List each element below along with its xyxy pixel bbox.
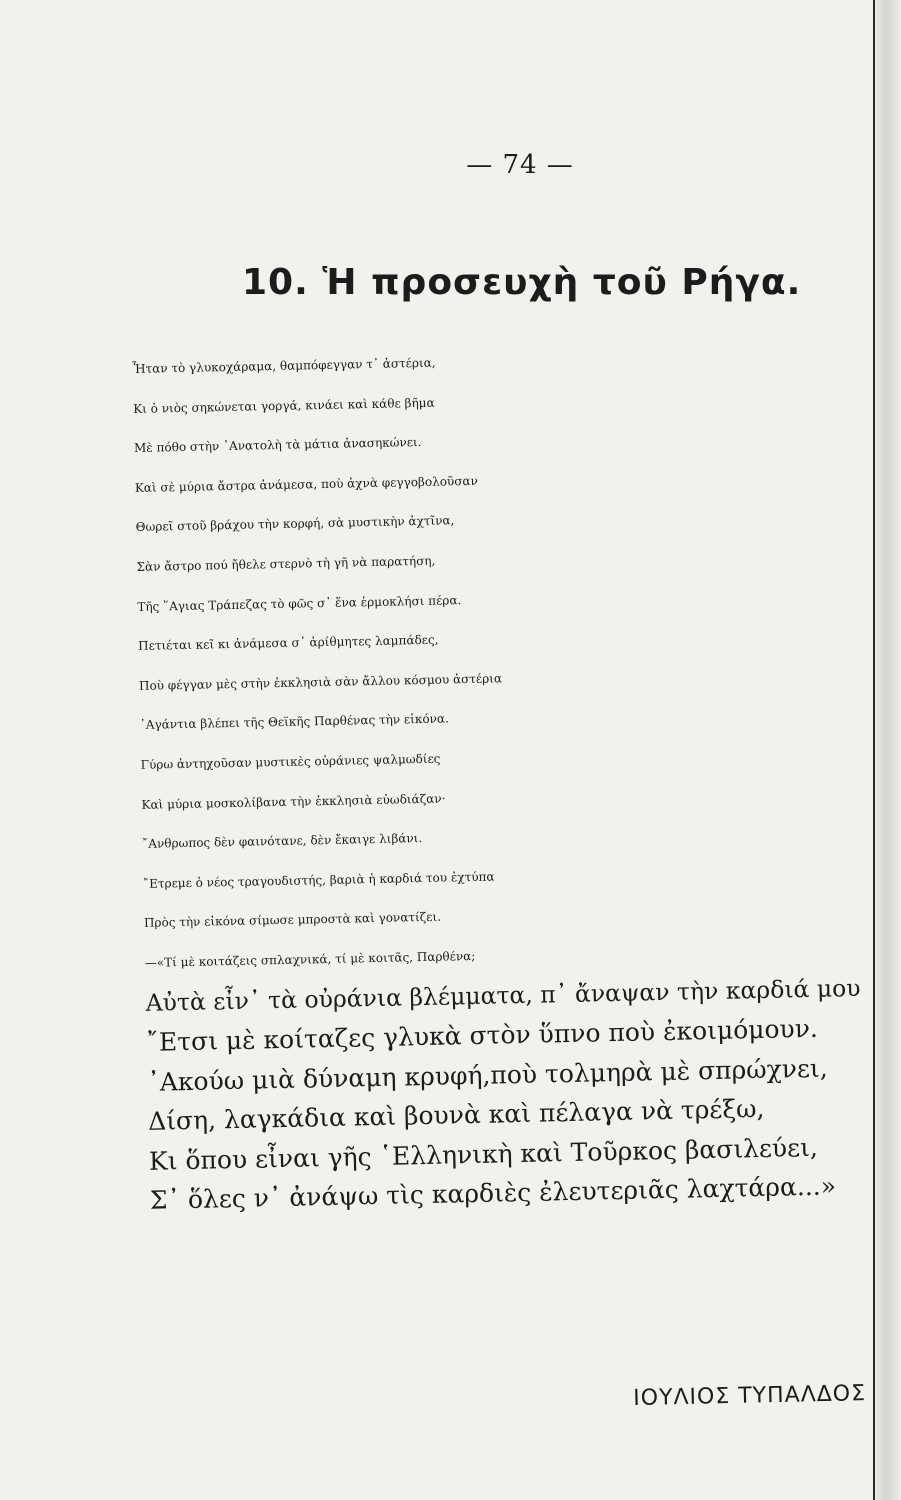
poem-line: ῎Ανθρωπος δὲν φαινότανε, δὲν ἔκαιγε λιβάνι. <box>142 831 423 852</box>
poem-line: Καὶ σὲ μύρια ἄστρα ἀνάμεσα, ποὺ ἀχνὰ φεγγοβολοῦσαν <box>134 473 478 495</box>
poem-line: Σὰν ἄστρο πού ἤθελε στερνὸ τὴ γῆ νὰ παρατήση, <box>136 553 436 574</box>
poem-line: Ποὺ φέγγαν μὲς στὴν ἐκκλησιὰ σὰν ἄλλου κόσμου ἀστέρια <box>138 671 503 693</box>
page-binding-edge <box>873 0 901 1500</box>
poem-line: ᾽Ακούω μιὰ δύναμη κρυφή,ποὺ τολμηρὰ μὲ σπρώχνει, <box>147 1053 828 1097</box>
poem-line: Πετιέται κεῖ κι ἀνάμεσα σ᾽ ἀρίθμητες λαμπάδες, <box>138 632 439 654</box>
poem-line: ῎Ετσι μὲ κοίταζες γλυκὰ στὸν ὕπνο ποὺ ἐκοιμόμουν. <box>146 1013 819 1057</box>
poem-line: Θωρεῖ στοῦ βράχου τὴν κορφή, σὰ μυστικὴν ἀχτῖνα, <box>135 513 455 535</box>
poem-line: Κι ὅπου εἶναι γῆς ῾Ελληνικὴ καὶ Τοῦρκος βασιλεύει, <box>148 1132 819 1176</box>
poem-line: Καὶ μύρια μοσκολίβανα τὴν ἐκκλησιὰ εὐωδιάζαν· <box>141 791 446 812</box>
poem-body <box>132 335 865 1221</box>
poem-author: ΙΟΥΛΙΟΣ ΤΥΠΑΛΔΟΣ <box>633 1381 867 1411</box>
poem-title: 10. Ἡ προσευχὴ τοῦ Ρήγα. <box>242 262 802 303</box>
poem-line: —«Τί μὲ κοιτάζεις σπλαχνικά, τί μὲ κοιτᾶς, Παρθένα; <box>144 948 476 970</box>
poem-line: Ἦταν τὸ γλυκοχάραμα, θαμπόφεγγαν τ᾽ ἀστέρια, <box>132 355 436 376</box>
poem-line: Τῆς ῞Αγιας Τράπεζας τὸ φῶς σ᾽ ἕνα ἑρμοκλήσι πέρα. <box>137 592 462 614</box>
poem-line: Αὐτὰ εἶν᾽ τὰ οὐράνια βλέμματα, π᾽ ἄναψαν τὴν καρδιά μου <box>145 973 861 1017</box>
poem-line: Σ᾽ ὅλες ν᾽ ἀνάψω τὶς καρδιὲς ἐλευτεριᾶς λαχτάρα...» <box>149 1171 837 1216</box>
poem-line: Δίση, λαγκάδια καὶ βουνὰ καὶ πέλαγα νὰ τρέξω, <box>147 1094 765 1137</box>
poem-line: Γύρω ἀντηχοῦσαν μυστικὲς οὐράνιες ψαλμωδίες <box>140 751 441 772</box>
poem-line: Πρὸς τὴν εἰκόνα σίμωσε μπροστὰ καὶ γονατίζει. <box>143 909 442 931</box>
poem-line: ῎Ετρεμε ὁ νέος τραγουδιστής, βαριὰ ἡ καρδιά του ἐχτύπα <box>143 869 495 891</box>
poem-line: Μὲ πόθο στὴν ᾽Ανατολὴ τὰ μάτια ἀνασηκώνει. <box>133 435 422 456</box>
poem-line: Κι ὁ νιὸς σηκώνεται γοργά, κινάει καὶ κάθε βῆμα <box>133 395 435 416</box>
poem-line: ᾽Αγάντια βλέπει τῆς Θεϊκῆς Παρθένας τὴν εἰκόνα. <box>139 711 449 733</box>
page-number: — 74 — <box>466 150 574 180</box>
